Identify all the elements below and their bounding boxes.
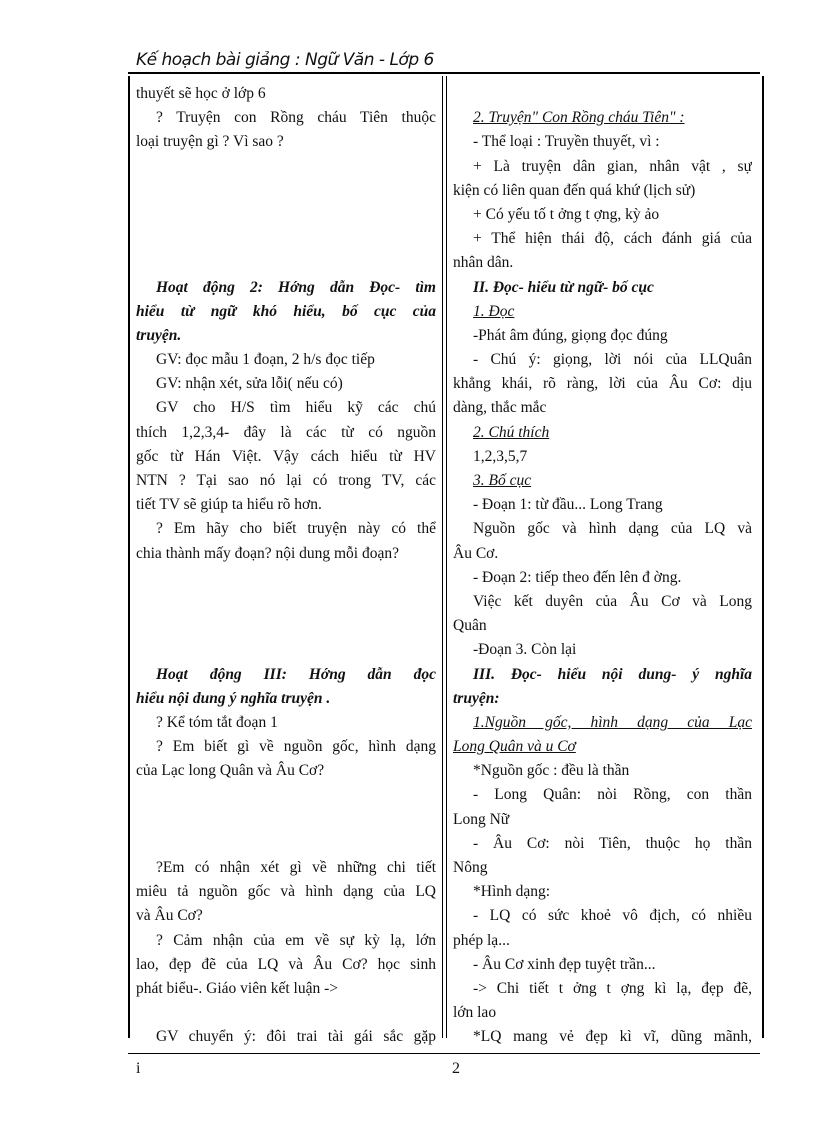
text-line: kiện có liên quan đến quá khứ (lịch sử) <box>453 181 696 199</box>
text-line: ? Kể tóm tắt đoạn 1 <box>156 713 278 731</box>
text-line: của Lạc long Quân và Âu Cơ? <box>136 762 325 780</box>
section-heading: truyện: <box>453 689 500 707</box>
column-divider <box>442 76 443 1038</box>
text-line: + Có yếu tố t ởng t ợng, kỳ ảo <box>473 205 660 223</box>
text-line: - Âu Cơ xinh đẹp tuyệt trần... <box>473 955 656 973</box>
text-line: 1,2,3,5,7 <box>473 447 528 465</box>
text-line: GV cho H/S tìm hiểu kỹ các chú <box>156 399 436 417</box>
content-column <box>453 82 752 1050</box>
text-line: GV: đọc mẫu 1 đoạn, 2 h/s đọc tiếp <box>156 351 375 369</box>
section-subheading: 3. Bố cục <box>473 472 532 489</box>
section-subheading: 1.Nguồn gốc, hình dạng của Lạc <box>473 713 752 731</box>
section-heading: III. Đọc- hiểu nội dung- ý nghĩa <box>473 665 752 683</box>
text-line: *LQ mang vẻ đẹp kì vĩ, dũng mãnh, <box>473 1028 752 1046</box>
section-heading: II. Đọc- hiểu từ ngữ- bố cục <box>473 278 654 296</box>
section-subheading: 1. Đọc <box>473 302 515 320</box>
text-line: ?Em có nhận xét gì về những chi tiết <box>156 859 436 876</box>
text-line: GV: nhận xét, sửa lỗi( nếu có) <box>156 375 343 393</box>
text-line: GV chuyển ý: đôi trai tài gái sắc gặp <box>156 1028 436 1046</box>
text-line: + Thể hiện thái độ, cách đánh giá của <box>473 230 752 248</box>
text-line: phép lạ... <box>453 931 510 949</box>
activity-heading: hiểu nội dung ý nghĩa truyện . <box>136 689 331 707</box>
text-line: phát biểu-. Giáo viên kết luận -> <box>136 979 338 997</box>
text-line: NTN ? Tại sao nó lại có trong TV, các <box>136 472 436 489</box>
text-line: - Thể loại : Truyền thuyết, vì : <box>473 133 660 151</box>
text-line: *Hình dạng: <box>473 883 551 901</box>
text-line: *Nguồn gốc : đều là thần <box>473 762 630 780</box>
text-line: - Chú ý: giọng, lời nói của LLQuân <box>473 351 752 369</box>
teacher-activity-column <box>136 82 436 1050</box>
text-line: ? Truyện con Rồng cháu Tiên thuộc <box>156 109 436 127</box>
section-subheading: Long Quân và u Cơ <box>453 738 576 756</box>
activity-heading: Hoạt động 2: Hớng dẫn Đọc- tìm <box>156 278 436 296</box>
text-line: - Long Quân: nòi Rồng, con thần <box>473 786 752 804</box>
text-line: -Phát âm đúng, giọng đọc đúng <box>473 326 668 344</box>
text-line: - Âu Cơ: nòi Tiên, thuộc họ thần <box>473 834 752 852</box>
text-line: ? Cảm nhận của em về sự kỳ lạ, lớn <box>156 931 436 949</box>
text-line: ? Em biết gì về nguồn gốc, hình dạng <box>156 738 436 756</box>
footer-rule <box>128 1053 760 1054</box>
text-line: loại truyện gì ? Vì sao ? <box>136 133 284 151</box>
activity-heading: Hoạt động III: Hớng dẫn đọc <box>156 665 436 683</box>
footer-mark: i <box>136 1060 141 1077</box>
text-line: gốc từ Hán Việt. Vậy cách hiểu từ HV <box>136 447 436 465</box>
text-line: Âu Cơ. <box>453 544 499 562</box>
text-line: thuyết sẽ học ở lớp 6 <box>136 85 266 102</box>
text-line: ? Em hãy cho biết truyện này có thể <box>156 520 436 538</box>
text-line: Nguồn gốc và hình dạng của LQ và <box>473 520 752 538</box>
activity-heading: hiểu từ ngữ khó hiểu, bố cục của <box>136 302 436 320</box>
text-line: Việc kết duyên của Âu Cơ và Long <box>473 592 752 610</box>
text-line: - Đoạn 1: từ đầu... Long Trang <box>473 496 663 514</box>
text-line: dàng, thắc mắc <box>453 399 547 417</box>
text-line: Nông <box>453 859 488 876</box>
text-line: -Đoạn 3. Còn lại <box>473 641 577 659</box>
column-divider-inner <box>446 76 447 1038</box>
text-line: khẳng khái, rõ ràng, lời của Âu Cơ: dịu <box>453 375 752 393</box>
text-line: + Là truyện dân gian, nhân vật , sự <box>473 157 752 175</box>
text-line: lao, đẹp đẽ của LQ và Âu Cơ? học sinh <box>136 955 436 973</box>
text-line: Long Nữ <box>453 810 510 828</box>
text-line: miêu tả nguồn gốc và hình dạng của LQ <box>136 883 436 901</box>
text-line: - Đoạn 2: tiếp theo đến lên đ ờng. <box>473 568 682 586</box>
text-line: và Âu Cơ? <box>136 907 203 925</box>
text-line: lớn lao <box>453 1004 497 1022</box>
header-rule <box>128 72 760 74</box>
section-subheading: 2. Chú thích <box>473 423 550 441</box>
page-number: 2 <box>452 1060 460 1077</box>
text-line: nhân dân. <box>453 254 514 272</box>
text-line: tiết TV sẽ giúp ta hiểu rõ hơn. <box>136 496 322 514</box>
text-line: - LQ có sức khoẻ vô địch, có nhiều <box>473 907 752 925</box>
page-header-title: Kế hoạch bài giảng : Ngữ Văn - Lớp 6 <box>136 50 434 70</box>
section-subheading: 2. Truyện" Con Rồng cháu Tiên" : <box>473 109 685 127</box>
text-line: thích 1,2,3,4- đây là các từ có nguồn <box>136 423 436 441</box>
text-line: -> Chi tiết t ởng t ợng kì lạ, đẹp đẽ, <box>473 979 752 997</box>
text-line: chia thành mấy đoạn? nội dung mỗi đoạn? <box>136 544 400 562</box>
text-line: Quân <box>453 617 487 635</box>
activity-heading: truyện. <box>136 326 182 344</box>
